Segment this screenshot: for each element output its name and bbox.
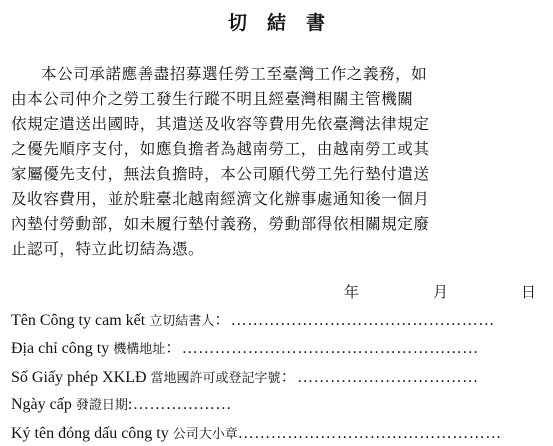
signature-seal-label-zh: 公司大小章 — [172, 427, 238, 442]
pledge-line-6: 及收容費用，並於駐臺北越南經濟文化辦事處通知後一個月 — [11, 190, 430, 208]
pledge-line-8: 止認可，特立此切結為憑。 — [11, 240, 205, 258]
date-month-label: 月 — [433, 283, 449, 301]
date-line — [0, 281, 553, 301]
date-year-label: 年 — [344, 283, 360, 301]
company-name-blank: ：………………………………………… — [214, 312, 495, 329]
company-name-field — [11, 311, 546, 332]
company-address-field — [11, 339, 546, 360]
pledge-line-7: 內墊付勞動部，如未履行墊付義務，勞動部得依相關規定廢 — [11, 215, 430, 233]
issue-date-field — [11, 395, 546, 416]
date-day-label: 日 — [521, 283, 537, 301]
pledge-line-2: 由本公司仲介之勞工發生行蹤不明且經臺灣相關主管機關 — [11, 90, 414, 108]
company-name-label-vi: Tên Công ty cam kết — [11, 312, 146, 329]
signature-seal-blank: ………………………………………… — [237, 425, 502, 442]
license-number-blank: ：…………………………… — [280, 369, 479, 386]
pledge-line-4: 之優先順序支付，如應負擔者為越南勞工，由越南勞工或其 — [11, 140, 430, 158]
company-address-blank: ：……………………………………………… — [165, 340, 479, 357]
issue-date-label-zh: 發證日期 — [75, 398, 128, 413]
signature-seal-field — [11, 424, 546, 445]
license-number-label-zh: 當地國許可或登記字號 — [150, 371, 281, 386]
license-number-label-vi: Số Giấy phép XKLĐ — [11, 369, 147, 386]
pledge-line-1: 本公司承諾應善盡招募選任勞工至臺灣工作之義務，如 — [41, 65, 428, 83]
pledge-paragraph — [11, 62, 541, 262]
pledge-line-3: 依規定遣送出國時，其遣送及收容等費用先依臺灣法律規定 — [11, 115, 430, 133]
license-number-field — [11, 368, 546, 389]
signature-seal-label-vi: Ký tên đóng dấu công ty — [11, 425, 169, 442]
document-title: 切結書 — [227, 12, 345, 34]
company-address-label-zh: 機構地址 — [113, 342, 166, 357]
pledge-line-5: 家屬優先支付，無法負擔時，本公司願代勞工先行墊付遣送 — [11, 165, 430, 183]
company-address-label-vi: Địa chỉ công ty — [11, 340, 110, 357]
company-name-label-zh: 立切結書人 — [149, 314, 215, 329]
issue-date-label-vi: Ngày cấp — [11, 396, 72, 413]
issue-date-blank: :……………… — [127, 396, 232, 413]
